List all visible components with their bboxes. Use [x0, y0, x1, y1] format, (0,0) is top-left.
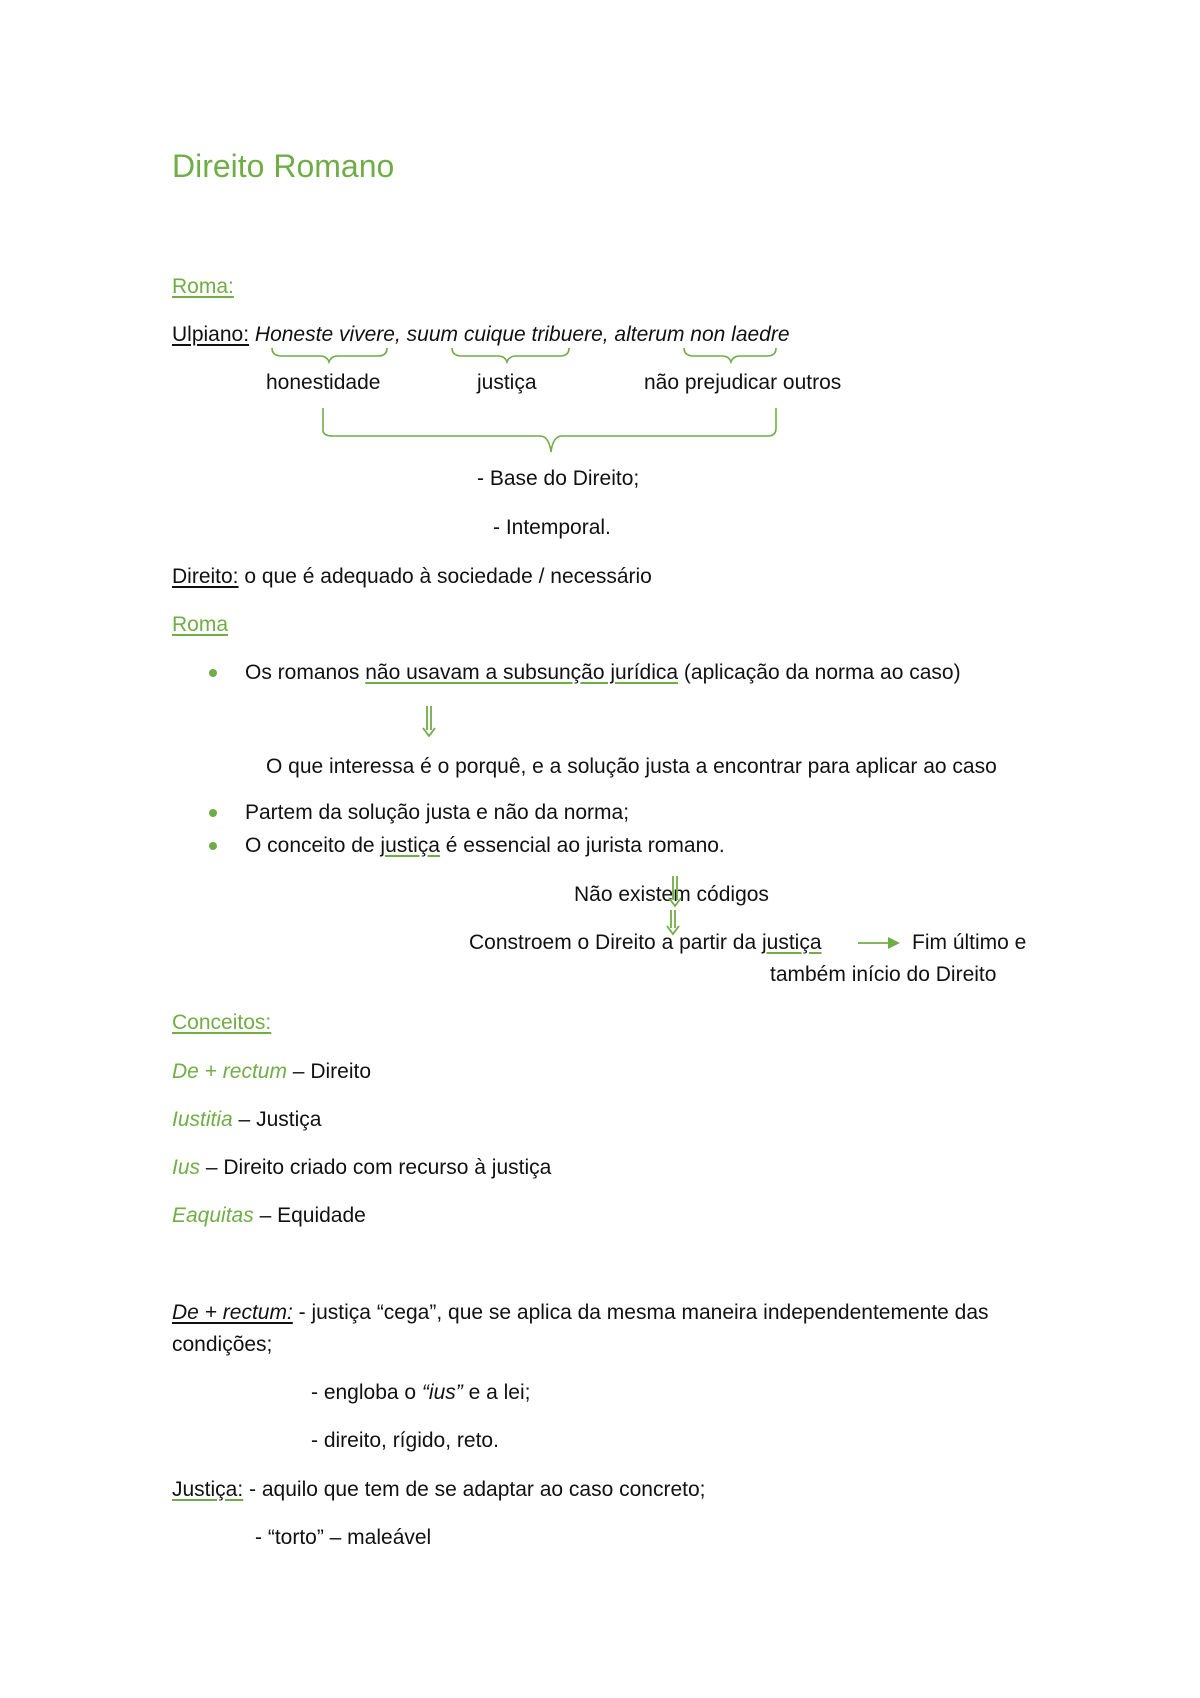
arrow-down-icon: [669, 876, 681, 906]
arrow-right-head-icon: [888, 937, 900, 949]
conceito-meaning: Direito: [310, 1060, 372, 1083]
brace-justica: [452, 348, 569, 362]
constroem-underlined: justiça: [761, 931, 822, 954]
term-honestidade: honestidade: [266, 371, 381, 394]
page-title: Direito Romano: [172, 148, 395, 184]
brace-nao-prejudicar: [684, 348, 776, 362]
bullet-1-underlined: não usavam a subsunção jurídica: [365, 661, 679, 684]
section-heading-conceitos: Conceitos:: [172, 1011, 272, 1034]
justica-text: - aquilo que tem de se adaptar ao caso concreto;: [243, 1478, 706, 1501]
justica-torto: - “torto” – maleável: [255, 1526, 432, 1549]
bullet-3-underlined: justiça: [380, 834, 440, 857]
arrow-down-icon: [423, 706, 435, 736]
bullet-1-pre: Os romanos: [245, 661, 366, 684]
conceito-term: Eaquitas: [172, 1204, 254, 1227]
engloba-post: e a lei;: [462, 1381, 531, 1404]
term-justica: justiça: [477, 371, 537, 394]
conceito-meaning: Direito criado com recurso à justiça: [223, 1156, 552, 1179]
intemporal: - Intemporal.: [493, 516, 611, 539]
conceito-term: Iustitia: [172, 1108, 233, 1131]
engloba-pre: - engloba o: [311, 1381, 422, 1404]
direito-label: Direito:: [172, 565, 239, 588]
tambem-inicio: também início do Direito: [770, 963, 997, 986]
engloba-ius: “ius”: [421, 1381, 463, 1404]
conceito-term: De + rectum: [172, 1060, 287, 1083]
conceito-term: Ius: [172, 1156, 201, 1179]
derectum-label: De + rectum:: [172, 1301, 293, 1324]
bullet-item-2: Partem da solução justa e não da norma;: [245, 801, 630, 824]
fim-ultimo: Fim último e: [912, 931, 1027, 954]
conceito-meaning: Justiça: [256, 1108, 322, 1131]
conceito-sep: –: [286, 1060, 311, 1083]
bullet-3-post: é essencial ao jurista romano.: [439, 834, 725, 857]
base-do-direito: - Base do Direito;: [477, 467, 640, 490]
justica-label: Justiça:: [172, 1478, 244, 1501]
bullet-1-post: (aplicação da norma ao caso): [678, 661, 961, 684]
ulpiano-label: Ulpiano:: [172, 323, 250, 346]
brace-base: [323, 408, 776, 452]
arrow-down-icon: [667, 910, 679, 934]
conceito-sep: –: [232, 1108, 257, 1131]
derectum-text: - justiça “cega”, que se aplica da mesma maneira independentemente das: [292, 1301, 989, 1324]
section-heading-roma-2: Roma: [172, 613, 229, 636]
direito-text: o que é adequado à sociedade / necessário: [238, 565, 652, 588]
section-heading-roma: Roma:: [172, 275, 234, 298]
conceito-meaning: Equidade: [277, 1204, 366, 1227]
o-que-interessa: O que interessa é o porquê, e a solução justa a encontrar para aplicar ao caso: [266, 755, 997, 778]
term-nao-prejudicar: não prejudicar outros: [644, 371, 842, 394]
conceito-sep: –: [200, 1156, 224, 1179]
ulpiano-quote: Honeste vivere, suum cuique tribuere, alterum non laedre: [254, 323, 790, 346]
derectum-rigido: - direito, rígido, reto.: [311, 1429, 499, 1452]
bullet-3-pre: O conceito de: [245, 834, 381, 857]
constroem-pre: Constroem o Direito a partir da: [469, 931, 762, 954]
brace-honestidade: [272, 348, 387, 362]
nao-existem-codigos: Não existem códigos: [574, 883, 769, 906]
derectum-line-2: condições;: [172, 1333, 273, 1356]
conceito-sep: –: [253, 1204, 278, 1227]
